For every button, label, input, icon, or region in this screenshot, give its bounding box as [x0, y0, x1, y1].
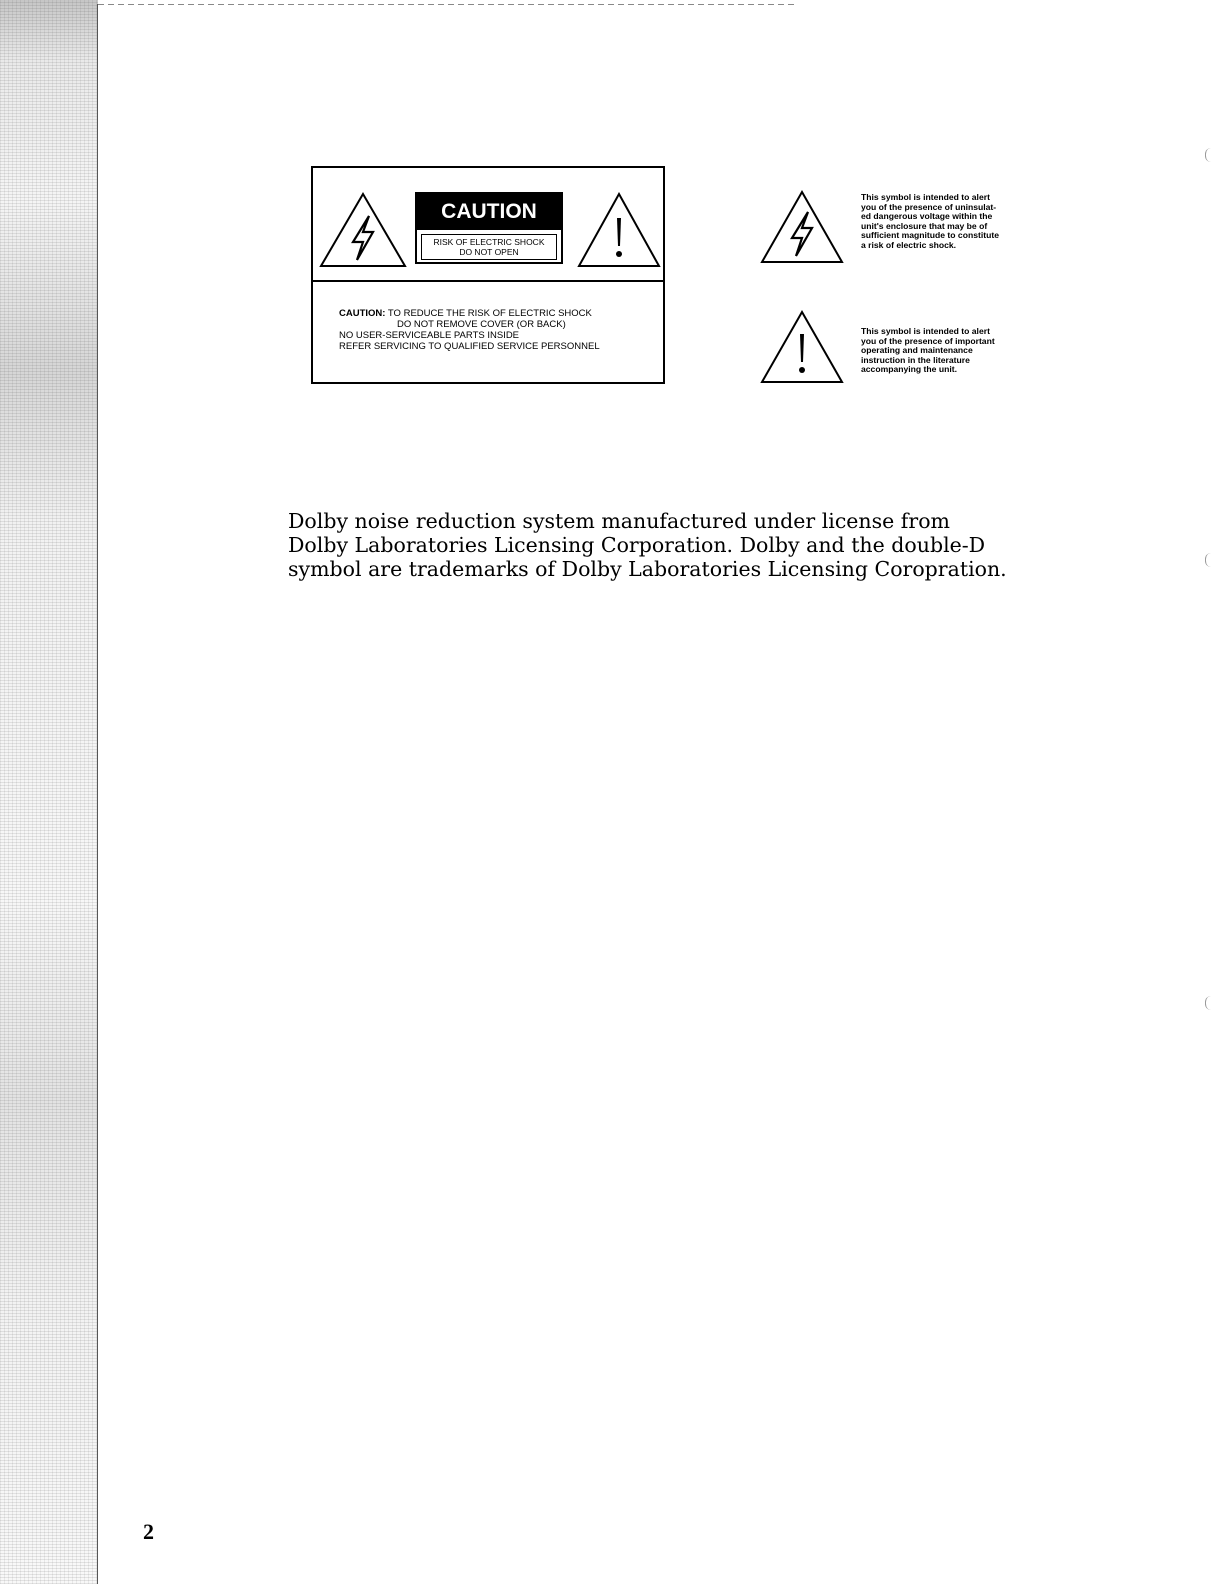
- warning-line: REFER SERVICING TO QUALIFIED SERVICE PERSONNEL: [339, 341, 600, 352]
- warning-line: NO USER-SERVICEABLE PARTS INSIDE: [339, 330, 520, 341]
- scan-mark: [1205, 996, 1212, 1010]
- scan-mark: [1205, 553, 1212, 567]
- page-edge-line: [97, 4, 98, 1584]
- explanation-line: a risk of electric shock.: [861, 239, 957, 250]
- explanation-line: This symbol is intended to alert: [861, 326, 990, 336]
- scanned-binding-edge: [0, 0, 98, 1584]
- caution-panel-header: [313, 168, 663, 282]
- scan-mark: [1205, 148, 1212, 162]
- caution-subtitle: [417, 230, 561, 260]
- warning-line: TO REDUCE THE RISK OF ELECTRIC SHOCK: [387, 308, 592, 319]
- caution-label: [415, 192, 563, 264]
- explanation-line: sufficient magnitude to constitute: [861, 230, 999, 241]
- notice-line: Dolby noise reduction system manufactured under license from: [288, 509, 950, 533]
- explanation-line: operating and maintenance: [861, 345, 973, 356]
- explanation-line: you of the presence of important: [861, 335, 995, 346]
- caution-subtitle-line: RISK OF ELECTRIC SHOCK: [433, 237, 545, 247]
- explanation-line: you of the presence of uninsulat-: [861, 201, 997, 212]
- exclamation-triangle-icon: [760, 310, 844, 384]
- notice-line: symbol are trademarks of Dolby Laboratories Licensing Coropration.: [288, 557, 1007, 581]
- explanation-line: instruction in the literature: [861, 354, 970, 365]
- caution-subtitle-line: DO NOT OPEN: [459, 247, 519, 257]
- caution-title: CAUTION: [417, 194, 561, 230]
- lightning-triangle-icon: [760, 190, 844, 264]
- lightning-symbol-explanation: [861, 193, 1031, 251]
- explanation-line: accompanying the unit.: [861, 364, 957, 375]
- explanation-line: This symbol is intended to alert: [861, 192, 990, 202]
- exclamation-triangle-icon: [577, 192, 661, 268]
- page-top-edge: [98, 4, 798, 5]
- caution-panel: [311, 166, 665, 384]
- caution-warning-text: [339, 308, 659, 352]
- notice-line: Dolby Laboratories Licensing Corporation. Dolby and the double-D: [288, 533, 986, 557]
- warning-prefix: CAUTION:: [339, 308, 386, 319]
- dolby-license-notice: [288, 509, 1048, 581]
- explanation-line: unit's enclosure that may be of: [861, 220, 988, 231]
- explanation-line: ed dangerous voltage within the: [861, 211, 993, 222]
- warning-line: DO NOT REMOVE COVER (OR BACK): [397, 319, 566, 330]
- exclamation-symbol-explanation: [861, 327, 1031, 375]
- lightning-triangle-icon: [319, 192, 407, 268]
- page-number: 2: [143, 1519, 154, 1544]
